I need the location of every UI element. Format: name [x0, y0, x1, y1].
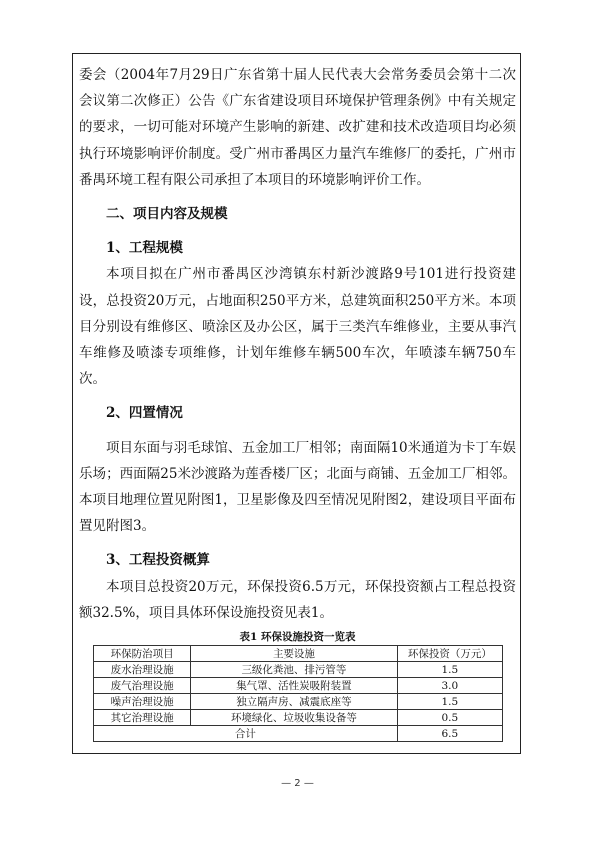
table-row	[94, 678, 503, 694]
investment-table	[93, 645, 503, 742]
table-cell: 0.5	[397, 710, 502, 726]
table-row	[94, 710, 503, 726]
intro-paragraph: 委会（2004年7月29日广东省第十届人民代表大会常务委员会第十二次会议第二次修正）公告《广东省建设项目环境保护管理条例》中有关规定的要求，一切可能对环境产生影响的新建、改扩建和技术改造项目均必须执行环境影响评价制度。受广州市番禺区力量汽车维修厂的委托，广州市番禺环境工程有限公司承担了本项目的环境影响评价工作。	[79, 67, 516, 188]
document-body	[79, 62, 516, 742]
subheading-engineering-scale: 1、工程规模	[106, 240, 183, 257]
table-total-row	[94, 726, 503, 742]
page-number: — 2 —	[281, 778, 314, 789]
table-cell: 3.0	[397, 678, 502, 694]
subheading-investment: 3、工程投资概算	[106, 552, 210, 569]
table-header-cell: 环保防治项目	[94, 646, 191, 662]
table-cell: 独立隔声房、减震底座等	[191, 694, 398, 710]
table-cell: 噪声治理设施	[94, 694, 191, 710]
table-cell: 废气治理设施	[94, 678, 191, 694]
table-row	[94, 662, 503, 678]
surroundings-paragraph: 项目东面与羽毛球馆、五金加工厂相邻；南面隔10米通道为卡丁车娱乐场；西面隔25米沙渡路为莲香楼厂区；北面与商铺、五金加工厂相邻。本项目地理位置见附图1，卫星影像及四至情况见附图2，建设项目平面布置见附图3。	[79, 439, 516, 535]
scale-paragraph: 本项目拟在广州市番禺区沙湾镇东村新沙渡路9号101进行投资建设，总投资20万元，占地面积250平方米，总建筑面积250平方米。本项目分别设有维修区、喷涂区及办公区，属于三类汽车维修业，主要从事汽车维修及喷漆专项维修，计划年维修车辆500车次，年喷漆车辆750车次。	[79, 266, 516, 388]
table-cell: 三级化粪池、排污管等	[191, 662, 398, 678]
table-row	[94, 694, 503, 710]
table-cell: 废水治理设施	[94, 662, 191, 678]
subheading-surroundings: 2、四置情况	[106, 405, 183, 422]
section-heading-project-content: 二、项目内容及规模	[106, 206, 228, 223]
document-frame	[72, 53, 521, 754]
table-cell: 1.5	[397, 694, 502, 710]
table-total-label: 合计	[94, 726, 398, 742]
table-cell: 1.5	[397, 662, 502, 678]
table-cell: 环境绿化、垃圾收集设备等	[191, 710, 398, 726]
table-header-cell: 环保投资（万元）	[397, 646, 502, 662]
table-cell: 集气罩、活性炭吸附装置	[191, 678, 398, 694]
table-header-row	[94, 646, 503, 662]
investment-paragraph: 本项目总投资20万元，环保投资6.5万元，环保投资额占工程总投资额32.5%，项目具体环保设施投资见表1。	[79, 578, 516, 621]
table-cell: 其它治理设施	[94, 710, 191, 726]
table-total-value: 6.5	[397, 726, 502, 742]
table-caption: 表1 环保设施投资一览表	[239, 631, 356, 644]
table-header-cell: 主要设施	[191, 646, 398, 662]
